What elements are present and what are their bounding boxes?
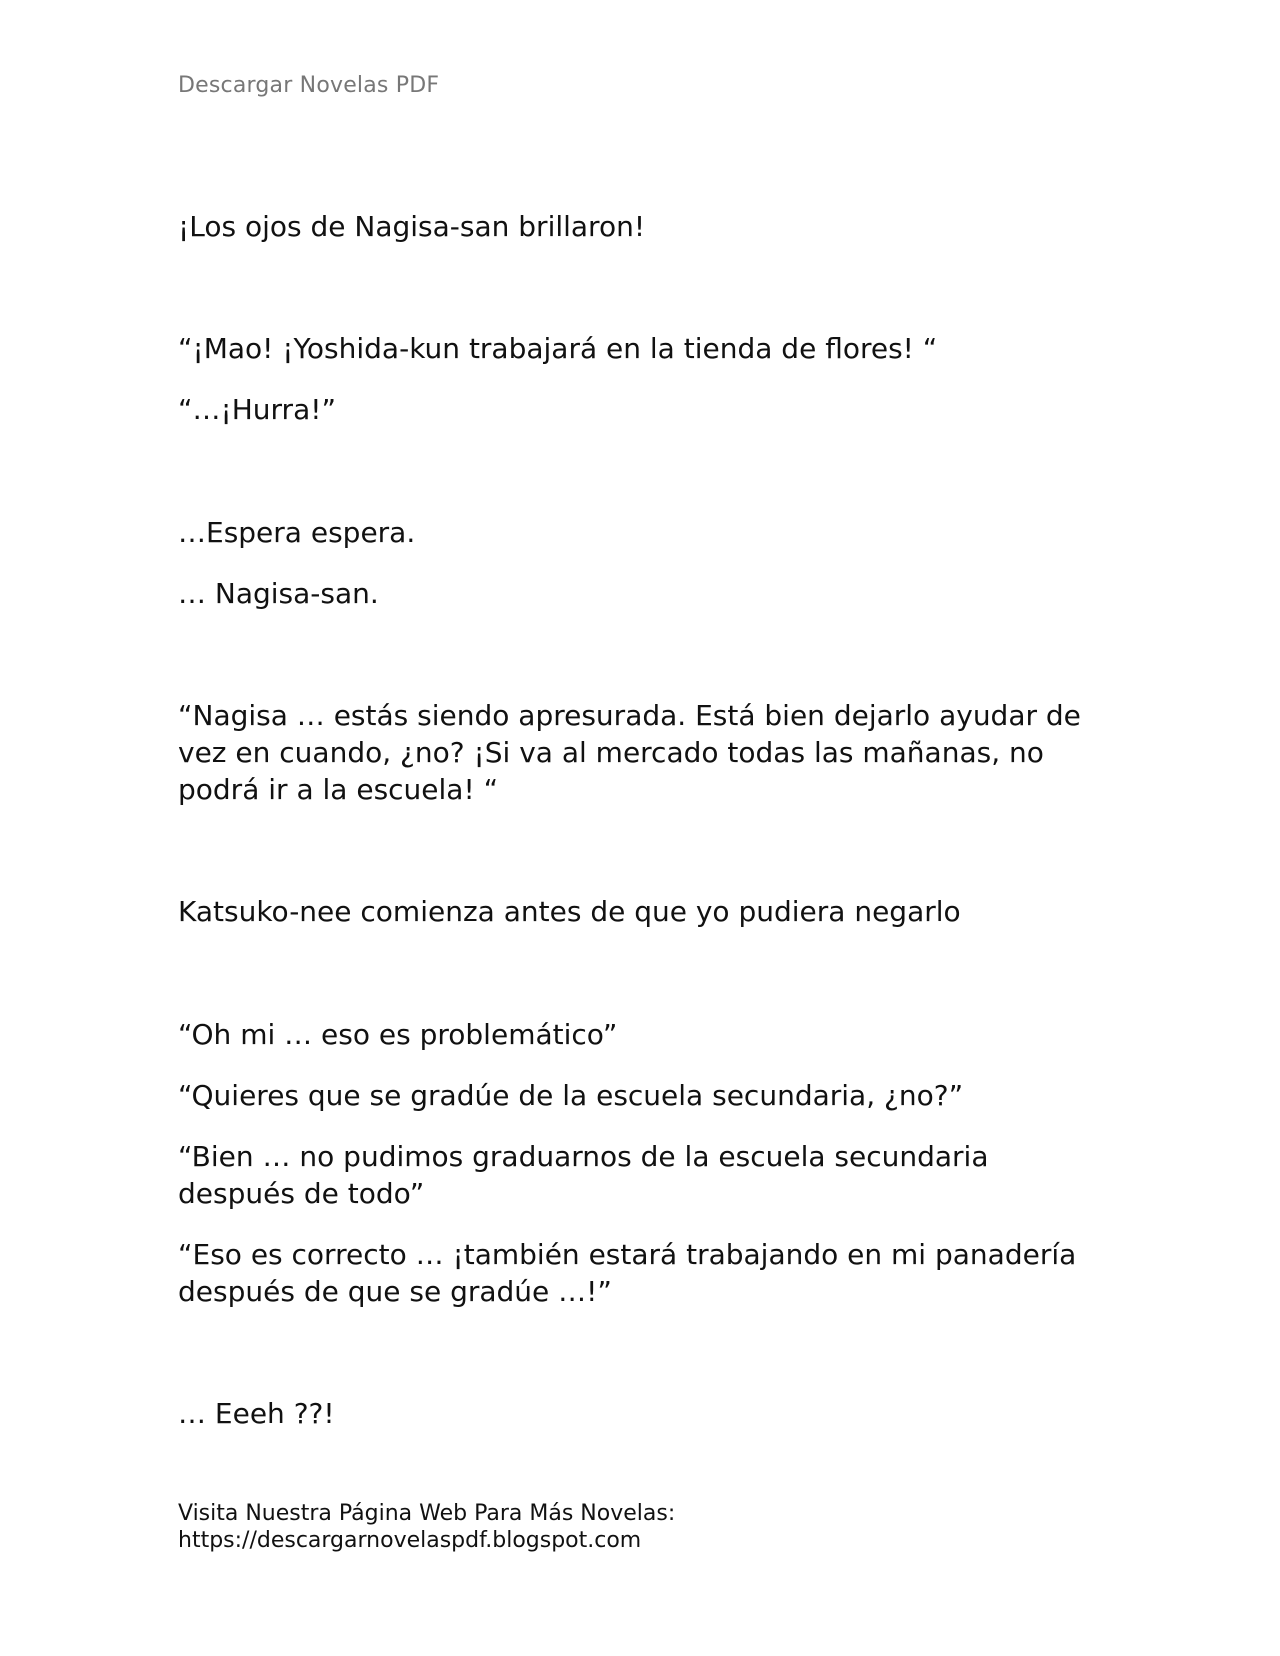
paragraph: “…¡Hurra!” <box>178 393 336 426</box>
paragraph: ¡Los ojos de Nagisa-san brillaron! <box>178 210 646 243</box>
paragraph: “Eso es correcto … ¡también estará trabajando en mi panadería después de que se gradúe …!” <box>178 1238 1077 1308</box>
footer-url: https://descargarnovelaspdf.blogspot.com <box>178 1528 642 1553</box>
page-header: Descargar Novelas PDF <box>178 73 440 98</box>
page-footer <box>178 1500 675 1554</box>
paragraph: “Nagisa … estás siendo apresurada. Está bien dejarlo ayudar de vez en cuando, ¿no? ¡Si va al mercado todas las mañanas, no podrá ir a la escuela! “ <box>178 699 1081 806</box>
paragraph: …Espera espera. <box>178 516 416 549</box>
paragraph: “Bien … no pudimos graduarnos de la escuela secundaria después de todo” <box>178 1140 989 1210</box>
paragraph: “¡Mao! ¡Yoshida-kun trabajará en la tienda de flores! “ <box>178 332 938 365</box>
paragraph: … Nagisa-san. <box>178 577 379 610</box>
paragraph: “Quieres que se gradúe de la escuela secundaria, ¿no?” <box>178 1079 964 1112</box>
paragraph: Katsuko-nee comienza antes de que yo pudiera negarlo <box>178 895 961 928</box>
paragraph: … Eeeh ??! <box>178 1397 335 1430</box>
footer-line: Visita Nuestra Página Web Para Más Novelas: <box>178 1501 676 1526</box>
paragraph: “Oh mi … eso es problemático” <box>178 1018 618 1051</box>
